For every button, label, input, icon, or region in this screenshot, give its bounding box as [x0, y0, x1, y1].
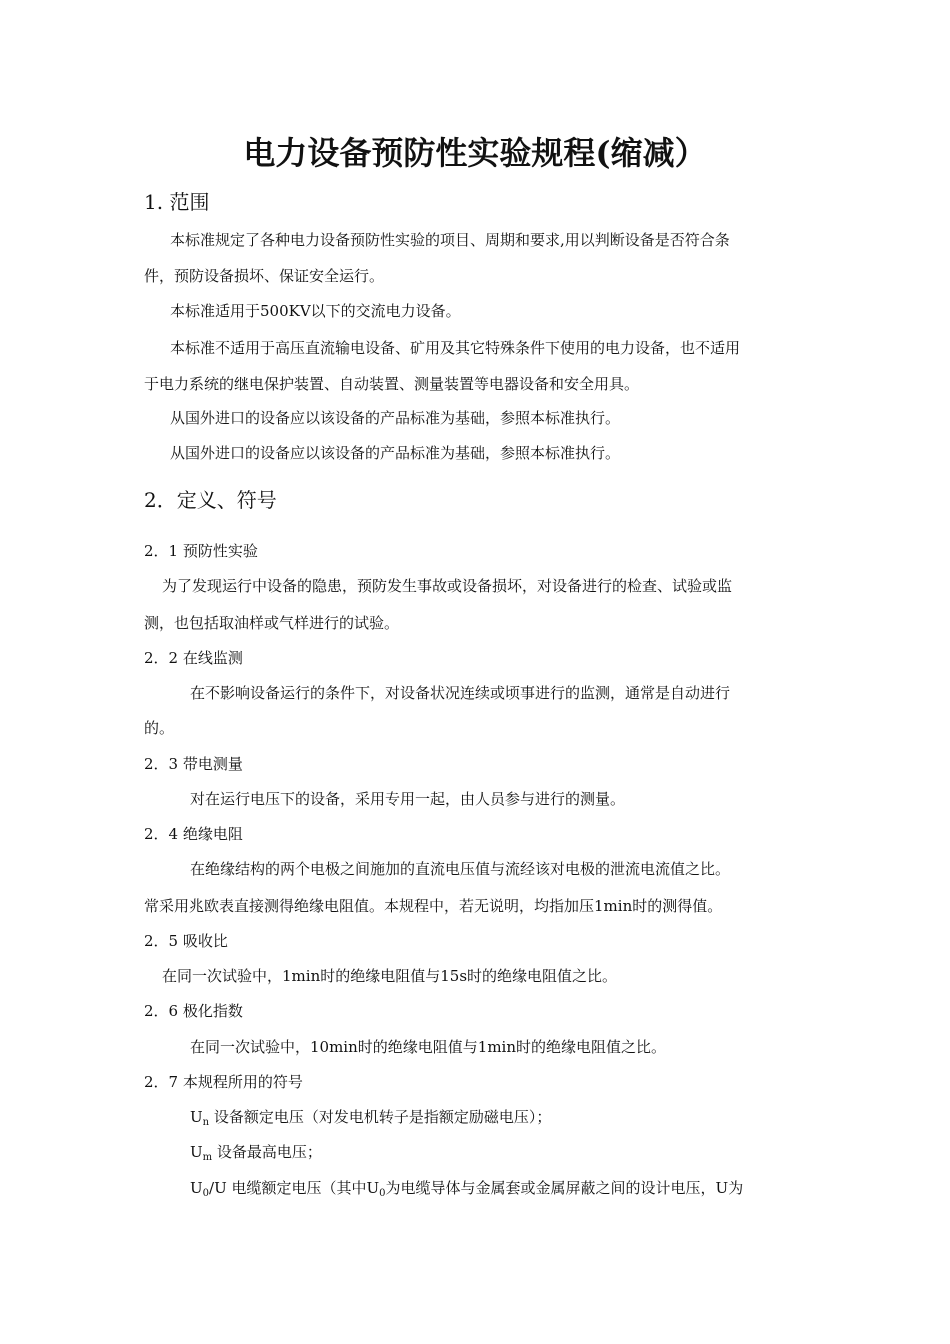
symbol-definition	[190, 1106, 551, 1128]
symbol-base: U	[190, 1179, 203, 1197]
symbol-description: 为电缆导体与金属套或金属屏蔽之间的设计电压，U为	[385, 1179, 744, 1197]
paragraph: 在绝缘结构的两个电极之间施加的直流电压值与流经该对电极的泄流电流值之比。	[190, 860, 731, 878]
subsection-heading: 2．3 带电测量	[144, 755, 243, 773]
paragraph: 为了发现运行中设备的隐患，预防发生事故或设备损坏，对设备进行的检查、试验或监	[162, 577, 733, 595]
paragraph: 在同一次试验中，10min时的绝缘电阻值与1min时的绝缘电阻值之比。	[190, 1038, 666, 1056]
symbol-base: U	[190, 1143, 203, 1161]
symbol-base: U	[190, 1108, 203, 1126]
paragraph: 对在运行电压下的设备，采用专用一起，由人员参与进行的测量。	[190, 790, 626, 808]
subsection-heading: 2．7 本规程所用的符号	[144, 1073, 303, 1091]
paragraph: 从国外进口的设备应以该设备的产品标准为基础，参照本标准执行。	[170, 444, 621, 462]
symbol-description: 设备最高电压；	[216, 1143, 322, 1161]
symbol-subscript: 0	[202, 1188, 210, 1199]
paragraph: 本标准规定了各种电力设备预防性实验的项目、周期和要求,用以判断设备是否符合条	[170, 231, 730, 249]
symbol-definition	[190, 1177, 743, 1199]
paragraph: 在不影响设备运行的条件下，对设备状况连续或顷事进行的监测，通常是自动进行	[190, 684, 731, 702]
paragraph: 本标准适用于500KV以下的交流电力设备。	[170, 302, 461, 320]
symbol-definition	[190, 1141, 322, 1163]
subsection-heading: 2．2 在线监测	[144, 649, 243, 667]
subsection-heading: 2．6 极化指数	[144, 1002, 243, 1020]
subsection-heading: 2．1 预防性实验	[144, 542, 258, 560]
paragraph: 的。	[144, 719, 175, 737]
symbol-subscript: m	[202, 1152, 213, 1163]
paragraph: 测，也包括取油样或气样进行的试验。	[144, 614, 400, 632]
symbol-subscript: n	[202, 1117, 210, 1128]
symbol-suffix: /U	[209, 1179, 227, 1197]
paragraph: 件，预防设备损坏、保证安全运行。	[144, 267, 385, 285]
paragraph: 从国外进口的设备应以该设备的产品标准为基础，参照本标准执行。	[170, 409, 621, 427]
section-heading-definitions: 2．定义、符号	[144, 488, 277, 512]
symbol-subscript: 0	[379, 1188, 386, 1199]
subsection-heading: 2．5 吸收比	[144, 932, 228, 950]
paragraph: 常采用兆欧表直接测得绝缘电阻值。本规程中，若无说明，均指加压1min时的测得值。	[144, 897, 723, 915]
paragraph: 在同一次试验中，1min时的绝缘电阻值与15s时的绝缘电阻值之比。	[162, 967, 618, 985]
symbol-description: 设备额定电压（对发电机转子是指额定励磁电压）；	[213, 1108, 552, 1126]
section-heading-scope: 1. 范围	[144, 190, 210, 214]
symbol-description: 电缆额定电压（其中U	[231, 1179, 380, 1197]
subsection-heading: 2．4 绝缘电阻	[144, 825, 243, 843]
paragraph: 于电力系统的继电保护装置、自动装置、测量装置等电器设备和安全用具。	[144, 375, 640, 393]
document-title: 电力设备预防性实验规程(缩减）	[243, 134, 707, 172]
paragraph: 本标准不适用于高压直流输电设备、矿用及其它特殊条件下使用的电力设备，也不适用	[170, 339, 741, 357]
